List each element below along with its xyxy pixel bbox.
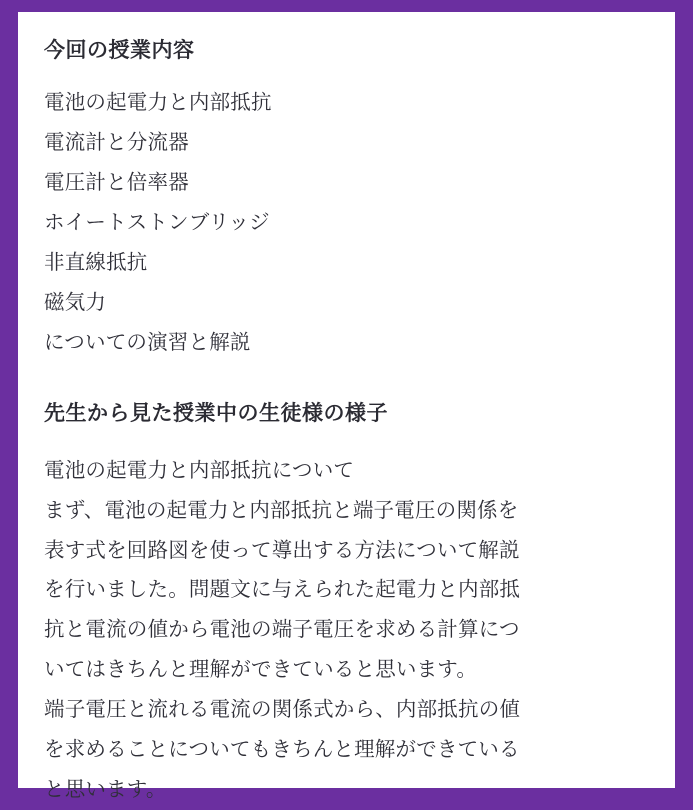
document-sheet	[18, 12, 675, 802]
student-observation-line: 端子電圧と流れる電流の関係式から、内部抵抗の値	[44, 698, 521, 722]
student-observation-line: と思います。	[44, 778, 167, 802]
lesson-content-line: 電流計と分流器	[44, 131, 189, 155]
student-observation-line: まず、電池の起電力と内部抵抗と端子電圧の関係を	[44, 498, 519, 522]
lesson-content-line: 電池の起電力と内部抵抗	[44, 91, 272, 115]
student-observation-line: 電池の起電力と内部抵抗について	[44, 458, 355, 482]
section-heading-student-observation: 先生から見た授業中の生徒様の様子	[44, 402, 388, 426]
student-observation-line: を求めることについてもきちんと理解ができている	[44, 738, 520, 762]
student-observation-line: 抗と電流の値から電池の端子電圧を求める計算につ	[44, 618, 520, 642]
student-observation-line: 表す式を回路図を使って導出する方法について解説	[44, 538, 520, 562]
student-observation-line: を行いました。問題文に与えられた起電力と内部抵	[44, 578, 521, 602]
student-observation-line: いてはきちんと理解ができていると思います。	[44, 658, 478, 682]
lesson-content-line: 磁気力	[44, 291, 107, 315]
lesson-content-line: 非直線抵抗	[44, 251, 148, 275]
lesson-content-body	[44, 83, 649, 363]
student-observation-body	[44, 451, 649, 810]
lesson-content-line: ホイートストンブリッジ	[44, 211, 270, 235]
lesson-content-line: 電圧計と倍率器	[44, 171, 189, 195]
lesson-content-line: についての演習と解説	[44, 331, 251, 355]
section-heading-lesson-content: 今回の授業内容	[44, 39, 195, 62]
